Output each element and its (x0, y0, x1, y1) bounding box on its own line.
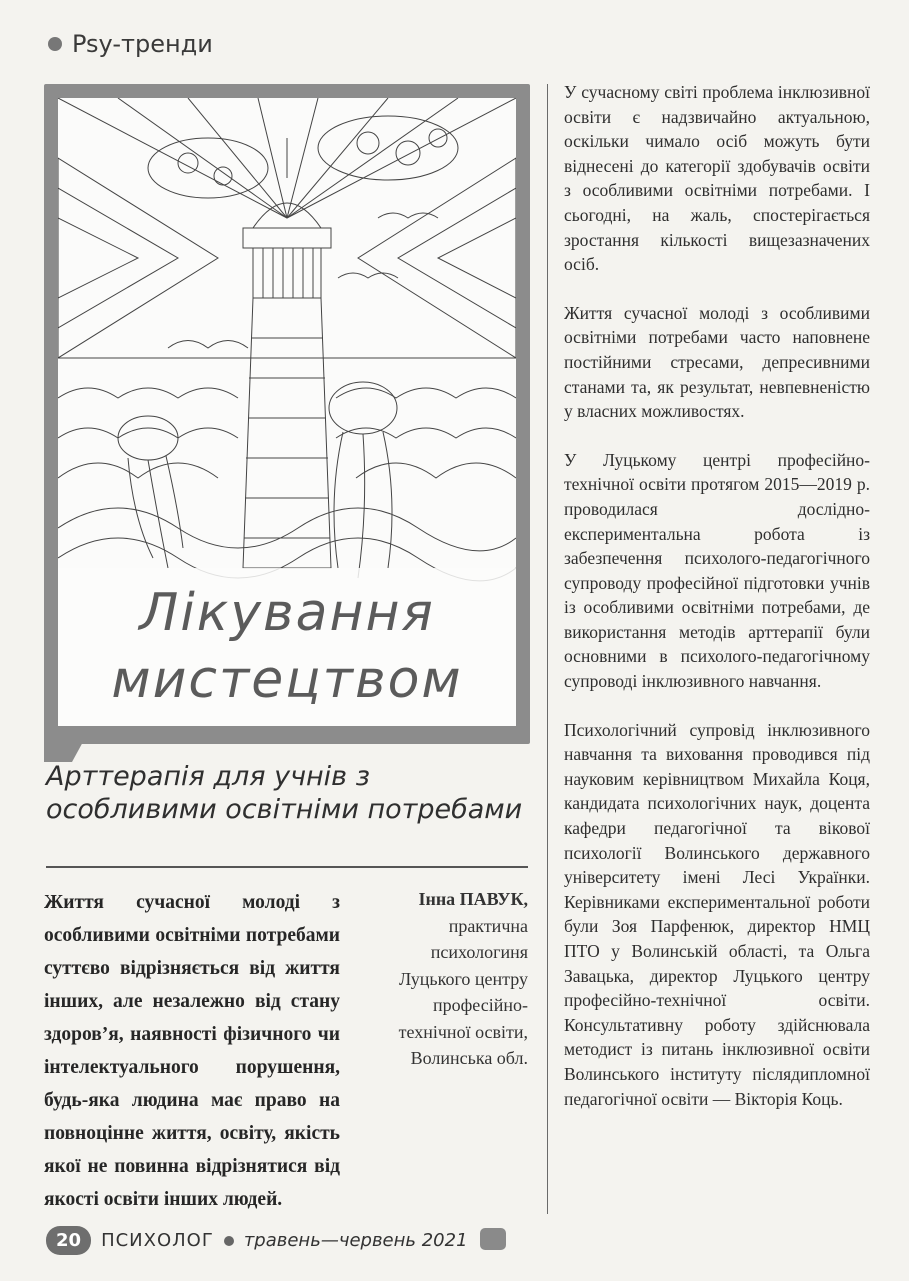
body-paragraph: Життя сучасної молоді з особливими освітніми потребами часто наповнене постійними стресами, депресивними станами та, як результат, невпевненістю у власних можливостях. (564, 302, 870, 422)
artwork-title-line2: мистецтвом (111, 650, 463, 710)
author-line: Волинська обл. (410, 1048, 528, 1068)
subtitle-divider (46, 866, 528, 868)
page-footer (46, 1226, 468, 1255)
author-block (356, 886, 528, 1072)
artwork-title-line1: Лікування (139, 583, 435, 643)
section-tag (48, 30, 213, 58)
section-tag-label: Psy-тренди (72, 30, 213, 58)
body-paragraph: Психологічний супровід інклюзивного навчання та виховання проводився під науковим керівництвом Михайла Коця, кандидата психологічних наук, доцента кафедри педагогічної та вікової психології Волинського державного університету імені Лесі Українки. Керівниками експериментальної роботи були Зоя Парфенюк, директор НМЦ ПТО у Волинській області, та Ольга Завацька, директор Луцького центру професійно-технічної освіти. Консультативну роботу здійснювала методист із питань інклюзивної освіти Волинського інституту післядипломної педагогічної освіти — Вікторія Коць. (564, 719, 870, 1109)
body-paragraph: У сучасному світі проблема інклюзивної освіти є надзвичайно актуальною, оскільки чимало осіб можуть бути віднесені до категорії здобувачів освіти з особливими освітніми потребами. І сьогодні, на жаль, спостерігається зростання кількості вищезазначених осіб. (564, 82, 870, 275)
lighthouse-illustration (58, 98, 516, 726)
article-body (564, 80, 870, 1135)
artwork-tab-decoration (44, 740, 84, 762)
author-line: Луцького центру (399, 968, 528, 989)
publisher-logo-icon (480, 1228, 506, 1250)
artwork-frame (44, 84, 530, 744)
bullet-icon (48, 37, 62, 51)
bullet-icon (224, 1236, 234, 1246)
author-name: Інна ПАВУК, (418, 889, 528, 909)
author-line: практична (448, 915, 528, 936)
column-divider (547, 84, 548, 1214)
body-paragraph: У Луцькому центрі професійно-технічної освіти протягом 2015—2019 р. проводилася дослідно-експериментальна робота із забезпечення психолого-педагогічного супроводу професійної підготовки учнів із особливими освітніми потребами, де використання методів арттерапії були основними в психолого-педагогічному супроводі інклюзивного навчання. (564, 449, 870, 692)
publication-name: ПСИХОЛОГ (101, 1230, 214, 1251)
issue-date: травень—червень 2021 (243, 1230, 468, 1251)
article-subtitle: Арттерапія для учнів з особливими освітніми потребами (46, 761, 523, 825)
author-line: технічної освіти, (398, 1021, 528, 1042)
page-number: 20 (46, 1226, 91, 1255)
author-line: професійно- (433, 995, 528, 1015)
article-lead: Життя сучасної молоді з особливими освітніми потребами суттєво відрізняється від життя інших, але незалежно від стану здоров’я, наявності фізичного чи інтелектуального порушення, будь-яка людина має право на повноцінне життя, освіту, якість якої не повинна відрізнятися від якості освіти інших людей. (44, 892, 340, 1210)
author-line: психологиня (430, 942, 528, 962)
